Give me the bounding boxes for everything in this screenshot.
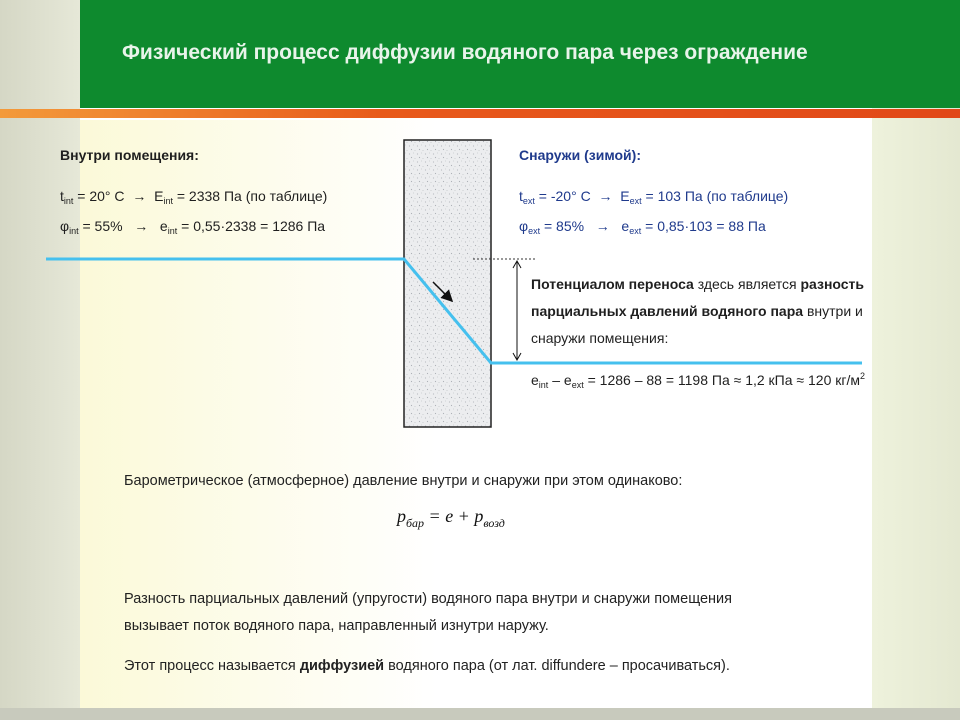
potential-line-1: Потенциалом переноса здесь является разность <box>531 276 865 292</box>
arrow-right-icon: → <box>134 218 149 234</box>
potential-line-3: снаружи помещения: <box>531 330 669 346</box>
potential-line-2: парциальных давлений водяного пара внутри и <box>531 303 863 319</box>
diffusion-definition: Этот процесс называется диффузией водяного пара (от лат. diffundere – просачиваться). <box>124 658 730 674</box>
pressure-formula: $p_{бар} = e + p_{возд}$ <box>397 506 505 530</box>
inside-line-1: $t_{int} = 20^\circ$ $C \to E_{int} = 2338$ Па (по таблице) <box>60 188 328 206</box>
arrow-right-icon: → <box>132 188 147 204</box>
outside-line-2: $\varphi_{ext} = 85\%$ → $e_{ext} = 0,85\cdot 103 = 88$ Па <box>519 218 766 236</box>
barometric-text: Барометрическое (атмосферное) давление внутри и снаружи при этом одинаково: <box>124 473 683 489</box>
diffusion-paragraph-line-2: вызывает поток водяного пара, направленный изнутри наружу. <box>124 618 549 634</box>
potential-result: $e_{int} - e_{ext} = 1286 - 88 = 1198$ Па ≈ 1,2 кПа ≈ 120 $кг/м^2$ <box>531 371 865 390</box>
outside-heading: Снаружи (зимой): <box>519 147 641 163</box>
wall <box>404 140 491 427</box>
diffusion-paragraph-line-1: Разность парциальных давлений (упругости) водяного пара внутри и снаружи помещения <box>124 591 733 607</box>
inside-heading: Внутри помещения: <box>60 147 199 163</box>
slide-title: Физический процесс диффузии водяного пара через ограждение <box>122 41 808 64</box>
arrow-right-icon: → <box>598 188 613 204</box>
inside-line-2: $\varphi_{int} = 55\%$ → $e_{int} = 0,55\cdot 2338 = 1286$ Па <box>60 218 326 236</box>
outside-line-1: $t_{ext} = -20^\circ$ $C \to E_{ext} = 103$ Па (по таблице) <box>519 188 789 206</box>
arrow-right-icon: → <box>595 218 610 234</box>
